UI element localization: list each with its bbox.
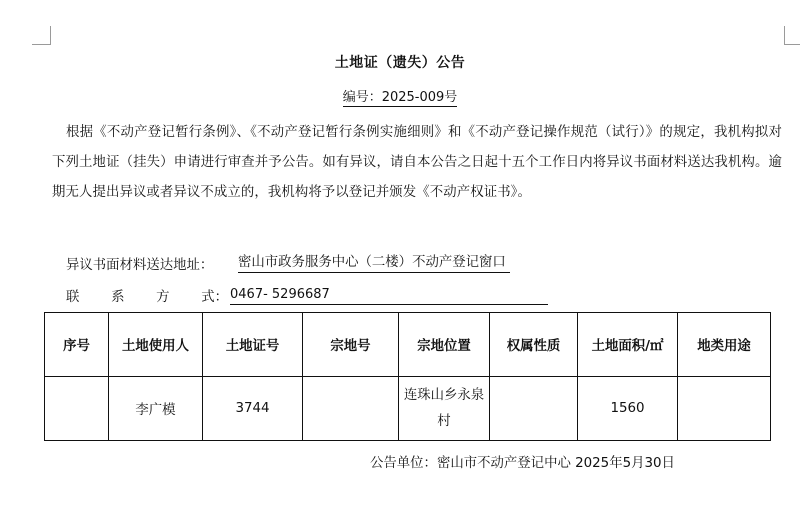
contact-label-char: 式： xyxy=(201,290,228,305)
cell-land-user: 李广模 xyxy=(109,377,203,441)
header-ownership-type: 权属性质 xyxy=(490,313,578,377)
cell-parcel-location: 连珠山乡永泉村 xyxy=(399,377,490,441)
table-header-row xyxy=(45,313,771,377)
cell-land-use xyxy=(678,377,771,441)
crop-mark-top-right xyxy=(784,44,800,45)
contact-label-char: 方 xyxy=(156,290,170,305)
header-land-use: 地类用途 xyxy=(678,313,771,377)
contact-label xyxy=(66,286,228,305)
notice-footer: 公告单位：密山市不动产登记中心 2025年5月30日 xyxy=(370,456,675,471)
address-label: 异议书面材料送达地址： xyxy=(66,258,214,273)
serial-number: 编号：2025-009号 xyxy=(342,90,458,105)
notice-title: 土地证（遗失）公告 xyxy=(334,55,466,71)
notice-serial xyxy=(0,86,800,105)
header-certificate-no: 土地证号 xyxy=(203,313,303,377)
contact-phone: 0467- 5296687 xyxy=(230,286,548,305)
crop-mark-top-left xyxy=(50,26,51,45)
header-parcel-location: 宗地位置 xyxy=(399,313,490,377)
cell-serial-no xyxy=(45,377,109,441)
crop-mark-top-right xyxy=(784,26,785,45)
contact-label-char: 联 xyxy=(66,290,80,305)
cell-parcel-no xyxy=(303,377,399,441)
header-land-user: 土地使用人 xyxy=(109,313,203,377)
header-land-area: 土地面积/㎡ xyxy=(578,313,678,377)
header-serial-no: 序号 xyxy=(45,313,109,377)
contact-label-char: 系 xyxy=(111,290,125,305)
table-row xyxy=(45,377,771,441)
cell-certificate-no: 3744 xyxy=(203,377,303,441)
notice-body: 根据《不动产登记暂行条例》、《不动产登记暂行条例实施细则》和《不动产登记操作规范（试行）》的规定，我机构拟对下列土地证（挂失）申请进行审查并予公告。如有异议，请自本公告之日起十五个工作日内将异议书面材料送达我机构。逾期无人提出异议或者异议不成立的，我机构将予以登记并颁发《不动产权证书》。 xyxy=(52,125,782,200)
cell-land-area: 1560 xyxy=(578,377,678,441)
records-table xyxy=(44,312,771,441)
address-value: 密山市政务服务中心（二楼）不动产登记窗口 xyxy=(238,254,510,273)
cell-ownership-type xyxy=(490,377,578,441)
crop-mark-top-left xyxy=(32,44,50,45)
header-parcel-no: 宗地号 xyxy=(303,313,399,377)
